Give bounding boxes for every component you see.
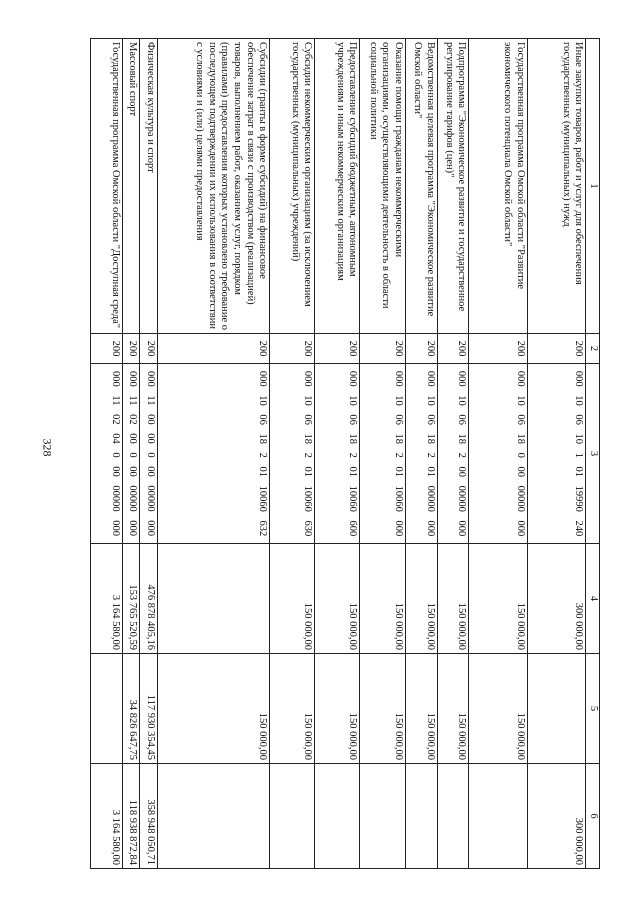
row-name: Иные закупки товаров, работ и услуг для обеспечения государственных (муниципальных) нужд (527, 39, 586, 334)
row-value-4: 150 000,00 (406, 544, 438, 654)
page-number: 328 (40, 438, 55, 457)
row-name: Государственная программа Омской области "Развитие экономического потенциала Омской области" (469, 39, 528, 334)
row-value-5: 34 826 647,75 (122, 654, 140, 764)
column-header: 5 (586, 654, 600, 764)
row-value-4: 150 000,00 (270, 544, 315, 654)
row-value-5: 150 000,00 (437, 654, 469, 764)
row-code: 000 10 06 18 2 01 10060 600 (315, 364, 360, 544)
row-value-6 (437, 764, 469, 869)
table-row (270, 39, 315, 869)
row-name: Государственная программа Омской области "Доступная среда" (91, 39, 123, 334)
row-value-5: 150 000,00 (157, 654, 270, 764)
row-value-6 (270, 764, 315, 869)
row-value-4: 300 000,00 (527, 544, 586, 654)
row-value-6 (157, 764, 270, 869)
column-header: 6 (586, 764, 600, 869)
column-header: 2 (586, 334, 600, 364)
row-csr: 200 (91, 334, 123, 364)
row-value-5 (91, 654, 123, 764)
row-value-6 (360, 764, 406, 869)
row-name: Субсидии (гранты в форме субсидий) на финансовое обеспечение затрат в связи с производством (реализацией) товаров, выполнением работ, оказанием услуг, порядком (правилами) предоставления которых установлено требование о последующем подтверждении их использования в соответствии с условиями и (или) целями предоставления (157, 39, 270, 334)
row-code: 000 10 06 18 2 01 10060 630 (270, 364, 315, 544)
row-value-5: 150 000,00 (469, 654, 528, 764)
row-csr: 200 (270, 334, 315, 364)
row-value-4: 3 164 580,00 (91, 544, 123, 654)
row-name: Субсидии некоммерческим организациям (за исключением государственных (муниципальных) учреждений) (270, 39, 315, 334)
table-row (122, 39, 140, 869)
row-value-6: 3 164 580,00 (91, 764, 123, 869)
row-code: 000 10 06 18 0 00 00000 000 (469, 364, 528, 544)
row-code: 000 10 06 10 1 01 19990 240 (527, 364, 586, 544)
row-code: 000 10 06 18 2 01 00000 000 (406, 364, 438, 544)
table-row (157, 39, 270, 869)
row-name: Ведомственная целевая программа "Экономическое развитие Омской области" (406, 39, 438, 334)
row-csr: 200 (469, 334, 528, 364)
column-header: 4 (586, 544, 600, 654)
row-value-6: 118 938 872,84 (122, 764, 140, 869)
budget-table (90, 38, 600, 869)
row-value-4: 150 000,00 (437, 544, 469, 654)
row-name: Массовый спорт (122, 39, 140, 334)
column-header: 3 (586, 364, 600, 544)
row-value-4: 476 878 405,16 (140, 544, 158, 654)
row-value-5: 150 000,00 (270, 654, 315, 764)
row-name: Физическая культура и спорт (140, 39, 158, 334)
row-csr: 200 (527, 334, 586, 364)
row-value-5: 117 930 354,45 (140, 654, 158, 764)
row-code: 000 10 06 18 2 00 00000 000 (437, 364, 469, 544)
row-value-4: 153 765 520,59 (122, 544, 140, 654)
row-name: Оказание помощи гражданам некоммерческими организациями, осуществляющими деятельность в области социальной политики (360, 39, 406, 334)
table-row (437, 39, 469, 869)
row-value-4: 150 000,00 (469, 544, 528, 654)
row-csr: 200 (437, 334, 469, 364)
row-code: 000 11 02 04 0 00 00000 000 (91, 364, 123, 544)
table-row (140, 39, 158, 869)
row-csr: 200 (140, 334, 158, 364)
table-row (406, 39, 438, 869)
row-value-5: 150 000,00 (406, 654, 438, 764)
table-row (91, 39, 123, 869)
row-csr: 200 (157, 334, 270, 364)
row-value-5: 150 000,00 (360, 654, 406, 764)
column-header: 1 (586, 39, 600, 334)
rotated-table-wrapper (90, 38, 600, 868)
row-csr: 200 (315, 334, 360, 364)
row-value-5 (527, 654, 586, 764)
row-value-4: 150 000,00 (315, 544, 360, 654)
row-value-5: 150 000,00 (315, 654, 360, 764)
row-value-6: 300 000,00 (527, 764, 586, 869)
row-name: Предоставление субсидий бюджетным, автономным учреждениям и иным некоммерческим организациям (315, 39, 360, 334)
table-row (527, 39, 586, 869)
row-value-4 (157, 544, 270, 654)
row-code: 000 10 06 18 2 01 10060 000 (360, 364, 406, 544)
header-row (586, 39, 600, 869)
row-code: 000 11 00 00 0 00 00000 000 (140, 364, 158, 544)
table-row (469, 39, 528, 869)
table-row (315, 39, 360, 869)
row-csr: 200 (122, 334, 140, 364)
row-code: 000 11 02 00 0 00 00000 000 (122, 364, 140, 544)
row-value-6: 358 948 050,71 (140, 764, 158, 869)
row-csr: 200 (360, 334, 406, 364)
row-value-6 (469, 764, 528, 869)
row-value-6 (315, 764, 360, 869)
row-value-6 (406, 764, 438, 869)
row-code: 000 10 06 18 2 01 10060 632 (157, 364, 270, 544)
row-name: Подпрограмма "Экономическое развитие и государственное регулирование тарифов (цен)" (437, 39, 469, 334)
row-csr: 200 (406, 334, 438, 364)
row-value-4: 150 000,00 (360, 544, 406, 654)
table-row (360, 39, 406, 869)
